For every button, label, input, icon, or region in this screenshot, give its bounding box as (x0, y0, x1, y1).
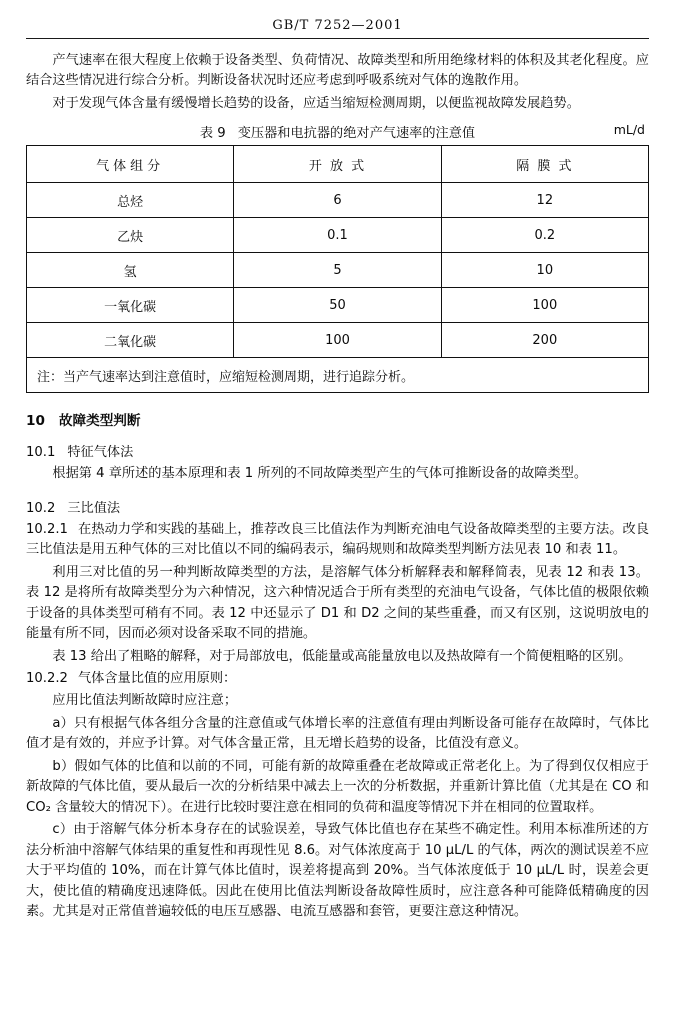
section-10-2-2-lead: 应用比值法判断故障时应注意； (52, 693, 238, 709)
cell-component: 氢 (27, 253, 234, 288)
table9-caption-text: 变压器和电抗器的绝对产气速率的注意值 (237, 126, 476, 142)
page-header: GB/T 7252—2001 (26, 18, 649, 39)
section-10-1-heading (26, 441, 649, 460)
cell-diaphragm: 100 (441, 288, 648, 323)
table9-unit: mL/d (613, 122, 645, 138)
section-10-1-number: 10.1 (26, 445, 56, 461)
table-row (27, 323, 649, 358)
table9-col-component: 气体组分 (27, 146, 234, 183)
section-10-number: 10 (26, 413, 45, 430)
table-row (27, 253, 649, 288)
section-10-2-2-title: 气体含量比值的应用原则： (77, 670, 237, 686)
table-row (27, 183, 649, 218)
intro-paragraph-2: 对于发现气体含量有缓慢增长趋势的设备，应适当缩短检测周期，以便监视故障发展趋势。 (52, 95, 580, 111)
section-10-2-2-item-a: a）只有根据气体各组分含量的注意值或气体增长率的注意值有理由判断设备可能存在故障时，气体比值才是有效的，并应予计算。对气体含量正常，且无增长趋势的设备，比值没有意义。 (26, 715, 649, 752)
cell-component: 二氧化碳 (27, 323, 234, 358)
intro-paragraph-1: 产气速率在很大程度上依赖于设备类型、负荷情况、故障类型和所用绝缘材料的体积及其老化程度。应结合这些情况进行综合分析。判断设备状况时还应考虑到呼吸系统对气体的逸散作用。 (26, 53, 649, 89)
cell-open: 100 (234, 323, 441, 358)
table-note-row (27, 358, 649, 393)
section-10-2-heading (26, 497, 649, 516)
section-10-2-number: 10.2 (26, 500, 56, 516)
table9-col-open: 开 放 式 (234, 146, 441, 183)
cell-component: 一氧化碳 (27, 288, 234, 323)
section-10-1-paragraph: 根据第 4 章所述的基本原理和表 1 所列的不同故障类型产生的气体可推断设备的故障类型。 (52, 466, 588, 482)
section-10-2-title: 三比值法 (67, 500, 121, 516)
section-10-2-1-paragraph-2: 利用三对比值的另一种判断故障类型的方法，是溶解气体分析解释表和解释简表，见表 12 和表 13。表 12 是将所有故障类型分为六种情况，这六种情况适合于所有类型的充油电气设备，气体比值的极限依赖于设备的具体类型可稍有不同。表 12 中还显示了 D1 和 D2 之间的某些重叠，而又有区别，这说明放电的能量有所不同，因而必须对设备采取不同的措施。 (26, 564, 649, 642)
cell-component: 乙炔 (27, 218, 234, 253)
table-header-row (27, 146, 649, 183)
cell-open: 50 (234, 288, 441, 323)
table9 (26, 145, 649, 393)
table9-col-diaphragm: 隔 膜 式 (441, 146, 648, 183)
cell-diaphragm: 0.2 (441, 218, 648, 253)
table-row (27, 218, 649, 253)
section-10-1-title: 特征气体法 (67, 445, 134, 461)
cell-open: 5 (234, 253, 441, 288)
section-10-title: 故障类型判断 (58, 413, 141, 430)
cell-open: 0.1 (234, 218, 441, 253)
table9-caption-number: 表 9 (199, 126, 226, 142)
cell-component: 总烃 (27, 183, 234, 218)
cell-open: 6 (234, 183, 441, 218)
cell-diaphragm: 12 (441, 183, 648, 218)
section-10-2-2-item-b: b）假如气体的比值和以前的不同，可能有新的故障重叠在老故障或正常老化上。为了得到仅仅相应于新故障的气体比值，要从最后一次的分析结果中减去上一次的分析数据，并重新计算比值（尤其是在 CO 和 CO₂ 含量较大的情况下）。在进行比较时要注意在相同的负荷和温度等情况下并在相同的位置取样。 (26, 758, 649, 815)
table9-note: 注：当产气速率达到注意值时，应缩短检测周期，进行追踪分析。 (27, 358, 649, 393)
section-10-2-1-text-1: 在热动力学和实践的基础上，推荐改良三比值法作为判断充油电气设备故障类型的主要方法。改良三比值法是用五种气体的三对比值以不同的编码表示，编码规则和故障类型判断方法见表 10 和表 11。 (26, 521, 649, 558)
section-10-2-1-number: 10.2.1 (26, 521, 68, 537)
table9-caption (26, 122, 649, 141)
cell-diaphragm: 200 (441, 323, 648, 358)
section-10-2-1-paragraph-1 (26, 520, 649, 561)
section-10-2-1-paragraph-3: 表 13 给出了粗略的解释，对于局部放电，低能量或高能量放电以及热故障有一个简便粗略的区别。 (52, 648, 632, 664)
cell-diaphragm: 10 (441, 253, 648, 288)
section-10-2-2-number: 10.2.2 (26, 670, 68, 686)
section-10-2-2-heading (26, 669, 649, 689)
section-10-2-2-item-c: c）由于溶解气体分析本身存在的试验误差，导致气体比值也存在某些不确定性。利用本标准所述的方法分析油中溶解气体结果的重复性和再现性见 8.6。对气体浓度高于 10 μL/L 的气体，两次的测试误差不应大于平均值的 10%，而在计算气体比值时，误差将提高到 20%。当气体浓度低于 10 μL/L 时，误差会更大，使比值的精确度迅速降低。因此在使用比值法判断设备故障性质时，应注意各种可能降低精确度的因素。尤其是对正常值普遍较低的电压互感器、电流互感器和套管，更要注意这种情况。 (26, 822, 649, 919)
table-row (27, 288, 649, 323)
section-10-heading (26, 409, 649, 429)
